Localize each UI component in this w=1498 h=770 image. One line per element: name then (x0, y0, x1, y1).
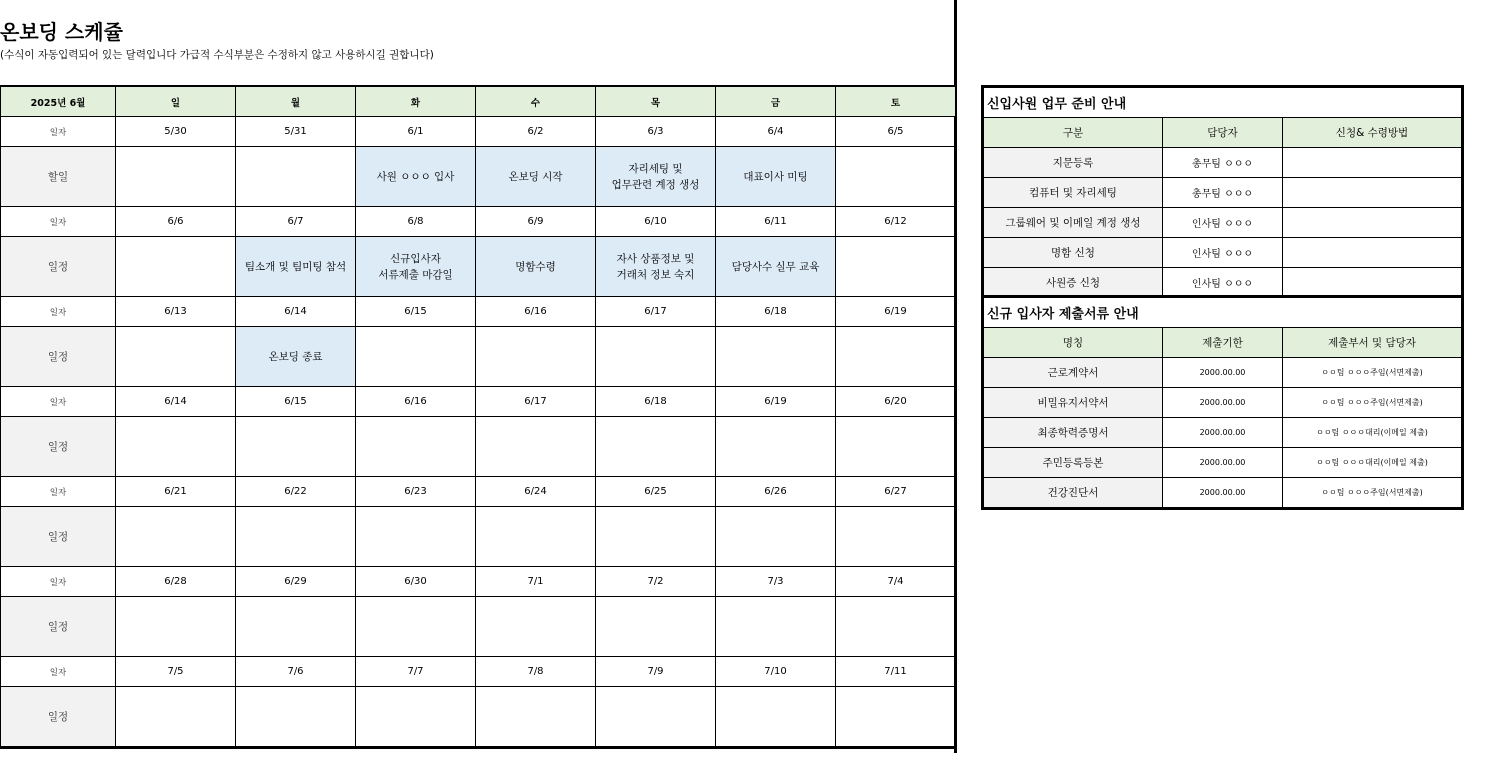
date-row (1, 207, 956, 237)
event-cell[interactable] (836, 327, 956, 387)
docs-guide-cell[interactable]: ㅇㅇ팀 ㅇㅇㅇ주임(서면제출) (1283, 358, 1463, 388)
docs-guide-row-label: 주민등록등본 (983, 448, 1163, 478)
docs-guide-cell[interactable]: ㅇㅇ팀 ㅇㅇㅇ대리(이메일 제출) (1283, 418, 1463, 448)
docs-guide-column-header: 제출부서 및 담당자 (1283, 328, 1463, 358)
prep-guide-cell[interactable] (1283, 148, 1463, 178)
event-cell[interactable] (836, 507, 956, 567)
prep-guide-column-header: 담당자 (1163, 118, 1283, 148)
event-cell[interactable] (716, 597, 836, 657)
date-cell[interactable]: 5/30 (116, 117, 236, 147)
event-cell[interactable] (476, 417, 596, 477)
date-cell[interactable]: 6/22 (236, 477, 356, 507)
date-cell[interactable]: 7/9 (596, 657, 716, 687)
event-cell[interactable]: 대표이사 미팅 (716, 147, 836, 207)
docs-guide-row-label: 최종학력증명서 (983, 418, 1163, 448)
prep-guide-row-label: 사원증 신청 (983, 268, 1163, 299)
docs-guide-cell[interactable]: ㅇㅇ팀 ㅇㅇㅇ대리(이메일 제출) (1283, 448, 1463, 478)
event-cell[interactable] (596, 687, 716, 748)
docs-guide-cell[interactable]: 2000.00.00 (1163, 478, 1283, 509)
prep-guide-row (983, 148, 1463, 178)
docs-guide-cell[interactable]: 2000.00.00 (1163, 418, 1283, 448)
prep-guide-cell[interactable] (1283, 208, 1463, 238)
schedule-row (1, 507, 956, 567)
date-cell[interactable]: 7/4 (836, 567, 956, 597)
prep-guide-cell[interactable]: 인사팀 ㅇㅇㅇ (1163, 238, 1283, 268)
schedule-row-label: 일정 (1, 327, 116, 387)
prep-guide-row-label: 그룹웨어 및 이메일 계정 생성 (983, 208, 1163, 238)
date-cell[interactable]: 6/5 (836, 117, 956, 147)
date-row (1, 567, 956, 597)
event-cell[interactable] (116, 687, 236, 748)
date-cell[interactable]: 6/26 (716, 477, 836, 507)
prep-guide-row-label: 컴퓨터 및 자리세팅 (983, 178, 1163, 208)
event-cell[interactable] (596, 597, 716, 657)
prep-guide-title-row (983, 87, 1463, 118)
prep-guide-row (983, 268, 1463, 299)
schedule-row (1, 327, 956, 387)
event-cell[interactable] (476, 327, 596, 387)
date-cell[interactable]: 6/4 (716, 117, 836, 147)
date-cell[interactable]: 6/21 (116, 477, 236, 507)
event-cell[interactable] (356, 507, 476, 567)
event-cell[interactable] (836, 237, 956, 297)
prep-guide-row-label: 명함 신청 (983, 238, 1163, 268)
date-cell[interactable]: 7/10 (716, 657, 836, 687)
event-cell[interactable] (836, 417, 956, 477)
event-cell[interactable] (236, 687, 356, 748)
onboarding-calendar (0, 85, 956, 749)
event-cell[interactable]: 담당사수 실무 교육 (716, 237, 836, 297)
date-cell[interactable]: 6/29 (236, 567, 356, 597)
event-cell[interactable] (116, 597, 236, 657)
date-cell[interactable]: 7/11 (836, 657, 956, 687)
new-hire-prep-guide (981, 85, 1464, 300)
event-cell[interactable] (116, 507, 236, 567)
prep-guide-cell[interactable]: 총무팀 ㅇㅇㅇ (1163, 178, 1283, 208)
date-cell[interactable]: 6/23 (356, 477, 476, 507)
event-cell[interactable] (116, 147, 236, 207)
date-cell[interactable]: 6/14 (236, 297, 356, 327)
date-cell[interactable]: 6/16 (476, 297, 596, 327)
date-cell[interactable]: 7/3 (716, 567, 836, 597)
date-cell[interactable]: 6/28 (116, 567, 236, 597)
date-cell[interactable]: 6/1 (356, 117, 476, 147)
schedule-row-label: 할일 (1, 147, 116, 207)
event-cell[interactable]: 신규입사자 서류제출 마감일 (356, 237, 476, 297)
date-cell[interactable]: 7/1 (476, 567, 596, 597)
event-cell[interactable] (596, 327, 716, 387)
date-row-label: 일자 (1, 117, 116, 147)
event-cell[interactable] (716, 507, 836, 567)
date-cell[interactable]: 6/12 (836, 207, 956, 237)
docs-guide-row-label: 건강진단서 (983, 478, 1163, 509)
event-cell[interactable]: 온보딩 시작 (476, 147, 596, 207)
date-cell[interactable]: 6/13 (116, 297, 236, 327)
prep-guide-row (983, 208, 1463, 238)
date-row (1, 657, 956, 687)
event-cell[interactable] (836, 147, 956, 207)
event-cell[interactable] (716, 687, 836, 748)
prep-guide-row-label: 지문등록 (983, 148, 1163, 178)
date-cell[interactable]: 6/25 (596, 477, 716, 507)
docs-guide-row (983, 448, 1463, 478)
schedule-row (1, 237, 956, 297)
event-cell[interactable]: 사원 ㅇㅇㅇ 입사 (356, 147, 476, 207)
date-cell[interactable]: 6/19 (836, 297, 956, 327)
weekday-header: 금 (716, 86, 836, 117)
prep-guide-header-row (983, 118, 1463, 148)
schedule-row-label: 일정 (1, 507, 116, 567)
event-cell[interactable] (596, 417, 716, 477)
weekday-header: 목 (596, 86, 716, 117)
event-cell[interactable] (716, 327, 836, 387)
date-cell[interactable]: 7/7 (356, 657, 476, 687)
event-cell[interactable] (236, 507, 356, 567)
docs-guide-row-label: 근로계약서 (983, 358, 1163, 388)
docs-guide-column-header: 명칭 (983, 328, 1163, 358)
weekday-header: 토 (836, 86, 956, 117)
event-cell[interactable]: 팀소개 및 팀미팅 참석 (236, 237, 356, 297)
date-cell[interactable]: 7/6 (236, 657, 356, 687)
docs-guide-title-row (983, 297, 1463, 328)
docs-guide-column-header: 제출기한 (1163, 328, 1283, 358)
schedule-row (1, 687, 956, 748)
event-cell[interactable] (356, 687, 476, 748)
date-cell[interactable]: 5/31 (236, 117, 356, 147)
date-cell[interactable]: 6/18 (596, 387, 716, 417)
docs-guide-title: 신규 입사자 제출서류 안내 (983, 297, 1463, 328)
prep-guide-column-header: 구분 (983, 118, 1163, 148)
calendar-header-row (1, 86, 956, 117)
schedule-row (1, 147, 956, 207)
date-cell[interactable]: 6/7 (236, 207, 356, 237)
schedule-row-label: 일정 (1, 597, 116, 657)
date-row-label: 일자 (1, 567, 116, 597)
docs-guide-cell[interactable]: ㅇㅇ팀 ㅇㅇㅇ주임(서면제출) (1283, 388, 1463, 418)
event-cell[interactable] (236, 417, 356, 477)
event-cell[interactable] (836, 597, 956, 657)
event-cell[interactable]: 자리세팅 및 업무관련 계정 생성 (596, 147, 716, 207)
prep-guide-cell[interactable] (1283, 268, 1463, 299)
page-subtitle: (수식이 자동입력되어 있는 달력입니다 가급적 수식부분은 수정하지 않고 사용하시길 권합니다) (0, 49, 434, 61)
docs-guide-row-label: 비밀유지서약서 (983, 388, 1163, 418)
prep-guide-cell[interactable]: 인사팀 ㅇㅇㅇ (1163, 208, 1283, 238)
date-cell[interactable]: 6/3 (596, 117, 716, 147)
submission-docs-guide (981, 295, 1464, 510)
date-cell[interactable]: 6/17 (596, 297, 716, 327)
prep-guide-row (983, 238, 1463, 268)
event-cell[interactable] (356, 597, 476, 657)
date-cell[interactable]: 7/2 (596, 567, 716, 597)
date-cell[interactable]: 6/10 (596, 207, 716, 237)
event-cell[interactable]: 온보딩 종료 (236, 327, 356, 387)
date-cell[interactable]: 6/8 (356, 207, 476, 237)
date-cell[interactable]: 6/2 (476, 117, 596, 147)
date-cell[interactable]: 6/11 (716, 207, 836, 237)
event-cell[interactable] (116, 327, 236, 387)
date-cell[interactable]: 6/16 (356, 387, 476, 417)
weekday-header: 화 (356, 86, 476, 117)
date-cell[interactable]: 6/20 (836, 387, 956, 417)
docs-guide-row (983, 418, 1463, 448)
event-cell[interactable] (116, 237, 236, 297)
event-cell[interactable] (356, 417, 476, 477)
weekday-header: 수 (476, 86, 596, 117)
event-cell[interactable] (476, 597, 596, 657)
prep-guide-column-header: 신청& 수령방법 (1283, 118, 1463, 148)
date-cell[interactable]: 6/6 (116, 207, 236, 237)
date-cell[interactable]: 6/17 (476, 387, 596, 417)
date-row (1, 387, 956, 417)
weekday-header: 일 (116, 86, 236, 117)
docs-guide-row (983, 478, 1463, 509)
date-cell[interactable]: 7/8 (476, 657, 596, 687)
event-cell[interactable] (716, 417, 836, 477)
date-cell[interactable]: 6/27 (836, 477, 956, 507)
docs-guide-cell[interactable]: 2000.00.00 (1163, 448, 1283, 478)
date-cell[interactable]: 6/15 (236, 387, 356, 417)
prep-guide-cell[interactable]: 총무팀 ㅇㅇㅇ (1163, 148, 1283, 178)
date-cell[interactable]: 6/19 (716, 387, 836, 417)
date-cell[interactable]: 6/30 (356, 567, 476, 597)
date-row (1, 117, 956, 147)
schedule-row (1, 597, 956, 657)
event-cell[interactable] (836, 687, 956, 748)
docs-guide-cell[interactable]: 2000.00.00 (1163, 358, 1283, 388)
prep-guide-cell[interactable]: 인사팀 ㅇㅇㅇ (1163, 268, 1283, 299)
date-cell[interactable]: 6/9 (476, 207, 596, 237)
date-row-label: 일자 (1, 477, 116, 507)
date-row-label: 일자 (1, 297, 116, 327)
page-title: 온보딩 스케쥴 (0, 20, 123, 44)
date-row-label: 일자 (1, 657, 116, 687)
event-cell[interactable] (116, 417, 236, 477)
date-row-label: 일자 (1, 207, 116, 237)
event-cell[interactable] (476, 507, 596, 567)
prep-guide-row (983, 178, 1463, 208)
event-cell[interactable]: 명함수령 (476, 237, 596, 297)
schedule-row-label: 일정 (1, 687, 116, 748)
prep-guide-title: 신입사원 업무 준비 안내 (983, 87, 1463, 118)
date-cell[interactable]: 6/14 (116, 387, 236, 417)
event-cell[interactable] (236, 147, 356, 207)
event-cell[interactable] (236, 597, 356, 657)
schedule-row (1, 417, 956, 477)
event-cell[interactable] (596, 507, 716, 567)
date-row-label: 일자 (1, 387, 116, 417)
month-label: 2025년 6월 (1, 86, 116, 117)
weekday-header: 월 (236, 86, 356, 117)
prep-guide-cell[interactable] (1283, 178, 1463, 208)
docs-guide-row (983, 358, 1463, 388)
date-row (1, 477, 956, 507)
docs-guide-cell[interactable]: ㅇㅇ팀 ㅇㅇㅇ주임(서면제출) (1283, 478, 1463, 509)
event-cell[interactable] (476, 687, 596, 748)
schedule-row-label: 일정 (1, 417, 116, 477)
docs-guide-cell[interactable]: 2000.00.00 (1163, 388, 1283, 418)
date-row (1, 297, 956, 327)
prep-guide-cell[interactable] (1283, 238, 1463, 268)
schedule-row-label: 일정 (1, 237, 116, 297)
event-cell[interactable] (356, 327, 476, 387)
date-cell[interactable]: 6/18 (716, 297, 836, 327)
date-cell[interactable]: 7/5 (116, 657, 236, 687)
docs-guide-row (983, 388, 1463, 418)
date-cell[interactable]: 6/24 (476, 477, 596, 507)
docs-guide-header-row (983, 328, 1463, 358)
date-cell[interactable]: 6/15 (356, 297, 476, 327)
event-cell[interactable]: 자사 상품정보 및 거래처 정보 숙지 (596, 237, 716, 297)
